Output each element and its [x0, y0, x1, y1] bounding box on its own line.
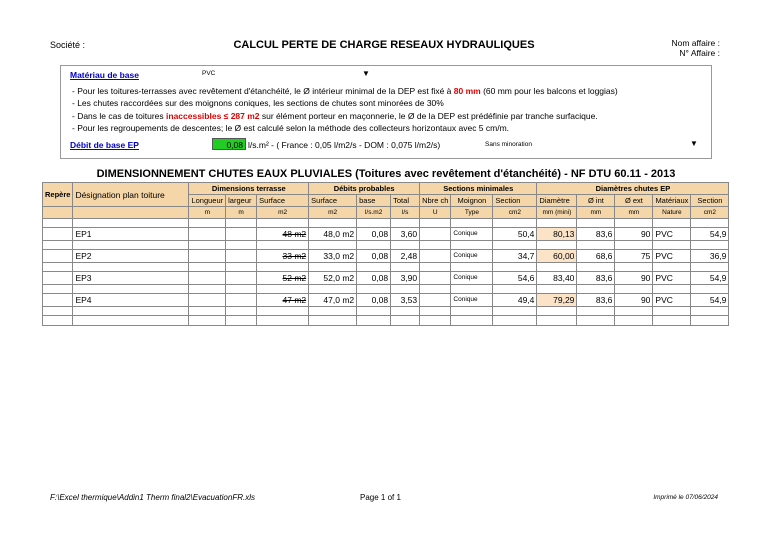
- cell-oext: 90: [615, 228, 653, 241]
- unit-cm2: cm2: [493, 207, 537, 219]
- unit-mm: mm: [615, 207, 653, 219]
- group-debits: Débits probables: [309, 183, 420, 195]
- table-row[interactable]: [43, 294, 729, 307]
- spacer-row: [43, 307, 729, 316]
- cell-moignon: Conique: [451, 272, 493, 285]
- group-sections: Sections minimales: [420, 183, 537, 195]
- col-repere: Repère: [43, 183, 73, 207]
- cell-section2: 54,9: [691, 272, 729, 285]
- print-date: Imprimé le 07/06/2024: [653, 494, 718, 501]
- unit-cm2: cm2: [691, 207, 729, 219]
- cell-empty: [43, 294, 73, 307]
- file-path: F:\Excel thermique\Addin1 Therm final2\EvacuationFR.xls: [50, 493, 255, 502]
- spacer-row: [43, 219, 729, 228]
- header-row-units: [43, 207, 729, 219]
- cell-empty: [43, 272, 73, 285]
- unit-nature: Nature: [653, 207, 691, 219]
- cell-diam: 60,00: [537, 250, 577, 263]
- col-surface2: Surface: [309, 195, 357, 207]
- col-designation: Désignation plan toiture: [73, 183, 189, 207]
- cell-oext: 90: [615, 294, 653, 307]
- cell-section: 54,6: [493, 272, 537, 285]
- cell-empty: [189, 228, 226, 241]
- unit-m: m: [226, 207, 257, 219]
- cell-empty: [43, 228, 73, 241]
- cell-oint: 83,6: [577, 228, 615, 241]
- col-largeur: largeur: [226, 195, 257, 207]
- cell-empty: [420, 250, 451, 263]
- table-body: [43, 219, 729, 326]
- debit-input[interactable]: 0,08: [212, 138, 246, 150]
- cell-moignon: Conique: [451, 294, 493, 307]
- spacer-row: [43, 316, 729, 326]
- cell-base: 0,08: [357, 228, 391, 241]
- unit-m2: m2: [309, 207, 357, 219]
- cell-section: 34,7: [493, 250, 537, 263]
- cell-total: 3,53: [391, 294, 420, 307]
- cell-oint: 68,6: [577, 250, 615, 263]
- unit-mm: mm: [577, 207, 615, 219]
- cell-mat: PVC: [653, 228, 691, 241]
- cell-diam: 79,29: [537, 294, 577, 307]
- notes-block: [72, 85, 618, 134]
- cell-base: 0,08: [357, 272, 391, 285]
- cell-section: 49,4: [493, 294, 537, 307]
- cell-mat: PVC: [653, 272, 691, 285]
- materiau-link[interactable]: Matériau de base: [70, 70, 139, 80]
- unit-m: m: [189, 207, 226, 219]
- affaire-block: [671, 38, 720, 58]
- societe-label: Société :: [50, 40, 86, 50]
- cell-base: 0,08: [357, 250, 391, 263]
- cell-oint: 83,6: [577, 294, 615, 307]
- cell-surf: 33 m2: [257, 250, 309, 263]
- col-section2: Section: [691, 195, 729, 207]
- spacer-row: [43, 241, 729, 250]
- group-dimensions: Dimensions terrasse: [189, 183, 309, 195]
- cell-oext: 90: [615, 272, 653, 285]
- cell-oext: 75: [615, 250, 653, 263]
- cell-empty: [189, 294, 226, 307]
- cell-surf2: 52,0 m2: [309, 272, 357, 285]
- spacer-row: [43, 285, 729, 294]
- cell-surf2: 47,0 m2: [309, 294, 357, 307]
- cell-diam: 80,13: [537, 228, 577, 241]
- cell-des: EP2: [73, 250, 189, 263]
- cell-section: 50,4: [493, 228, 537, 241]
- table-row[interactable]: [43, 228, 729, 241]
- page-title: CALCUL PERTE DE CHARGE RESEAUX HYDRAULIQUES: [233, 39, 535, 51]
- unit-type: Type: [451, 207, 493, 219]
- minoration-select[interactable]: Sans minoration: [485, 141, 532, 148]
- materiau-dropdown-icon[interactable]: ▼: [362, 69, 370, 78]
- col-longueur: Longueur: [189, 195, 226, 207]
- cell-surf: 52 m2: [257, 272, 309, 285]
- note-line-4: - Pour les regroupements de descentes; le Ø est calculé selon la méthode des collecteurs horizontaux avec 5 cm/m.: [72, 122, 510, 133]
- col-total: Total: [391, 195, 420, 207]
- cell-surf2: 48,0 m2: [309, 228, 357, 241]
- unit-ls: l/s: [391, 207, 420, 219]
- note-line-3: - Dans le cas de toitures inaccessibles ≤ 287 m2 sur élément porteur en maçonnerie, le Ø de la DEP est prédéfinie par tranche surfacique.: [72, 110, 598, 121]
- cell-empty: [420, 228, 451, 241]
- cell-surf: 48 m2: [257, 228, 309, 241]
- materiau-select[interactable]: PVC: [202, 70, 216, 77]
- table-row[interactable]: [43, 272, 729, 285]
- cell-surf2: 33,0 m2: [309, 250, 357, 263]
- cell-des: EP4: [73, 294, 189, 307]
- header-row-groups: [43, 183, 729, 195]
- group-diametres: Diamètres chutes EP: [537, 183, 729, 195]
- cell-des: EP3: [73, 272, 189, 285]
- col-materiaux: Matériaux: [653, 195, 691, 207]
- col-nbre: Nbre ch: [420, 195, 451, 207]
- cell-empty: [420, 272, 451, 285]
- cell-section2: 54,9: [691, 294, 729, 307]
- unit-m2: m2: [257, 207, 309, 219]
- debit-unit: l/s.m² - ( France : 0,05 l/m2/s - DOM : 0,075 l/m2/s): [248, 140, 441, 150]
- cell-moignon: Conique: [451, 250, 493, 263]
- cell-section2: 36,9: [691, 250, 729, 263]
- cell-total: 3,60: [391, 228, 420, 241]
- cell-moignon: Conique: [451, 228, 493, 241]
- cell-empty: [226, 294, 257, 307]
- table-title: DIMENSIONNEMENT CHUTES EAUX PLUVIALES (Toitures avec revêtement d'étanchéité) - NF DTU 60.11 - 2013: [96, 168, 676, 180]
- cell-empty: [226, 228, 257, 241]
- col-surface: Surface: [257, 195, 309, 207]
- unit-ls-m2: l/s.m2: [357, 207, 391, 219]
- cell-empty: [226, 250, 257, 263]
- cell-empty: [189, 250, 226, 263]
- note-line-1: - Pour les toitures-terrasses avec revêtement d'étanchéité, le Ø intérieur minimal de la DEP est fixé à 80 mm (60 mm pour les balcons et loggias): [72, 86, 618, 96]
- cell-diam: 83,40: [537, 272, 577, 285]
- minoration-dropdown-icon[interactable]: ▼: [690, 139, 698, 148]
- cell-empty: [420, 294, 451, 307]
- cell-total: 3,90: [391, 272, 420, 285]
- spacer-row: [43, 263, 729, 272]
- cell-total: 2,48: [391, 250, 420, 263]
- no-affaire-label: N° Affaire :: [679, 48, 720, 58]
- col-section: Section: [493, 195, 537, 207]
- cell-empty: [189, 272, 226, 285]
- col-oint: Ø int: [577, 195, 615, 207]
- col-base: base: [357, 195, 391, 207]
- note-line-2: - Les chutes raccordées sur des moignons coniques, les sections de chutes sont minorées de 30%: [72, 98, 444, 109]
- col-diametre: Diamètre: [537, 195, 577, 207]
- page-number: Page 1 of 1: [360, 493, 401, 502]
- debit-link[interactable]: Débit de base EP: [70, 140, 139, 150]
- cell-empty: [226, 272, 257, 285]
- unit-u: U: [420, 207, 451, 219]
- cell-empty: [43, 250, 73, 263]
- cell-section2: 54,9: [691, 228, 729, 241]
- cell-surf: 47 m2: [257, 294, 309, 307]
- cell-oint: 83,6: [577, 272, 615, 285]
- cell-mat: PVC: [653, 294, 691, 307]
- col-oext: Ø ext: [615, 195, 653, 207]
- col-moignon: Moignon: [451, 195, 493, 207]
- cell-mat: PVC: [653, 250, 691, 263]
- results-table: [42, 182, 729, 326]
- cell-base: 0,08: [357, 294, 391, 307]
- cell-des: EP1: [73, 228, 189, 241]
- table-row[interactable]: [43, 250, 729, 263]
- nom-affaire-label: Nom affaire :: [671, 38, 720, 48]
- unit-mm-mini: mm (mini): [537, 207, 577, 219]
